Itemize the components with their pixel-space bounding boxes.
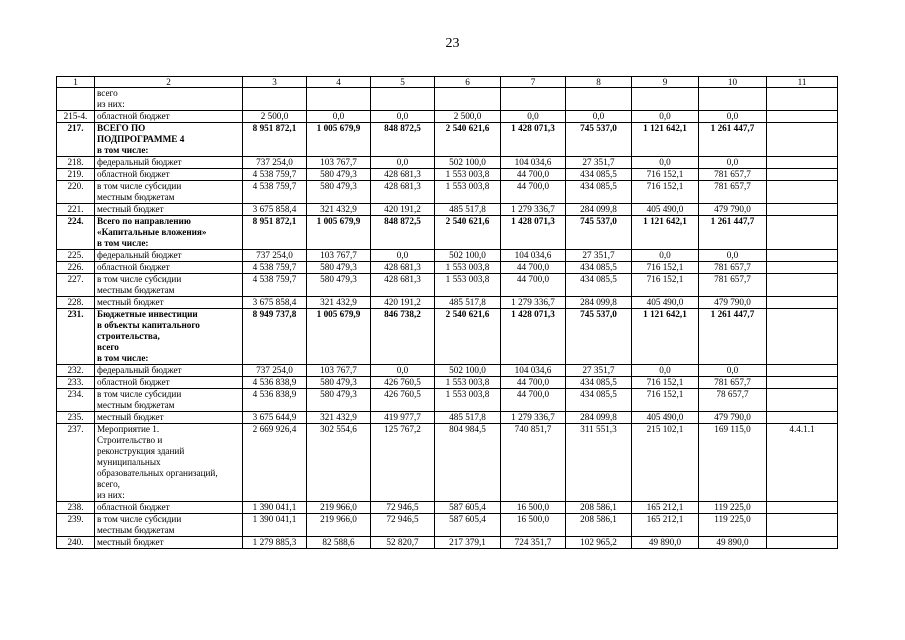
page-number: 23	[445, 36, 460, 51]
value-cell: 781 657,7	[699, 181, 767, 204]
value-cell: 0,0	[699, 157, 767, 169]
value-cell: 8 949 737,8	[243, 309, 307, 365]
table-row	[57, 309, 838, 365]
value-cell: 580 479,3	[307, 262, 371, 274]
value-cell	[699, 88, 767, 111]
row-description: Мероприятие 1. Строительство и реконструкция зданий муниципальных образовательных организаций, всего, из них:	[95, 424, 243, 502]
table-row	[57, 123, 838, 157]
value-cell: 745 537,0	[566, 309, 632, 365]
code-cell	[767, 262, 838, 274]
code-cell	[767, 389, 838, 412]
code-cell	[767, 377, 838, 389]
value-cell: 587 605,4	[435, 514, 501, 537]
row-description: местный бюджет	[95, 537, 243, 549]
row-number: 235.	[57, 412, 95, 424]
row-number: 228.	[57, 297, 95, 309]
value-cell: 44 700,0	[501, 181, 566, 204]
code-cell	[767, 111, 838, 123]
value-cell: 321 432,9	[307, 297, 371, 309]
value-cell: 4 538 759,7	[243, 262, 307, 274]
value-cell: 485 517,8	[435, 412, 501, 424]
row-number: 221.	[57, 204, 95, 216]
value-cell: 1 261 447,7	[699, 123, 767, 157]
value-cell: 716 152,1	[632, 274, 699, 297]
value-cell: 428 681,3	[371, 169, 435, 181]
code-cell	[767, 365, 838, 377]
value-cell: 1 005 679,9	[307, 123, 371, 157]
value-cell: 4 536 838,9	[243, 389, 307, 412]
table-row	[57, 502, 838, 514]
value-cell: 284 099,8	[566, 412, 632, 424]
value-cell: 3 675 858,4	[243, 204, 307, 216]
value-cell: 119 225,0	[699, 502, 767, 514]
value-cell: 104 034,6	[501, 157, 566, 169]
value-cell: 1 261 447,7	[699, 309, 767, 365]
value-cell: 745 537,0	[566, 216, 632, 250]
row-description: в том числе субсидии местным бюджетам	[95, 274, 243, 297]
value-cell: 580 479,3	[307, 389, 371, 412]
code-cell	[767, 204, 838, 216]
value-cell: 1 121 642,1	[632, 216, 699, 250]
value-cell: 0,0	[632, 250, 699, 262]
value-cell: 587 605,4	[435, 502, 501, 514]
value-cell: 0,0	[566, 111, 632, 123]
value-cell: 215 102,1	[632, 424, 699, 502]
value-cell: 737 254,0	[243, 365, 307, 377]
value-cell: 49 890,0	[632, 537, 699, 549]
row-description: областной бюджет	[95, 502, 243, 514]
value-cell: 1 553 003,8	[435, 262, 501, 274]
value-cell: 1 553 003,8	[435, 389, 501, 412]
value-cell: 4 538 759,7	[243, 274, 307, 297]
value-cell: 302 554,6	[307, 424, 371, 502]
value-cell: 165 212,1	[632, 514, 699, 537]
value-cell: 716 152,1	[632, 169, 699, 181]
value-cell: 208 586,1	[566, 502, 632, 514]
value-cell: 0,0	[501, 111, 566, 123]
value-cell: 1 553 003,8	[435, 274, 501, 297]
code-cell	[767, 181, 838, 204]
value-cell: 479 790,0	[699, 412, 767, 424]
row-description: местный бюджет	[95, 297, 243, 309]
value-cell: 426 760,5	[371, 377, 435, 389]
row-number: 231.	[57, 309, 95, 365]
row-description: местный бюджет	[95, 412, 243, 424]
value-cell: 72 946,5	[371, 502, 435, 514]
table-row	[57, 169, 838, 181]
code-cell	[767, 537, 838, 549]
table-row	[57, 514, 838, 537]
table-row	[57, 157, 838, 169]
table-row	[57, 389, 838, 412]
value-cell: 4 538 759,7	[243, 181, 307, 204]
table-row	[57, 88, 838, 111]
value-cell: 1 553 003,8	[435, 181, 501, 204]
value-cell: 428 681,3	[371, 274, 435, 297]
value-cell: 848 872,5	[371, 216, 435, 250]
value-cell: 479 790,0	[699, 204, 767, 216]
value-cell: 1 121 642,1	[632, 309, 699, 365]
value-cell: 49 890,0	[699, 537, 767, 549]
value-cell: 2 540 621,6	[435, 216, 501, 250]
header-cell: 10	[699, 77, 767, 88]
value-cell: 2 500,0	[435, 111, 501, 123]
code-cell	[767, 309, 838, 365]
value-cell: 580 479,3	[307, 274, 371, 297]
value-cell: 169 115,0	[699, 424, 767, 502]
value-cell: 0,0	[699, 250, 767, 262]
value-cell: 434 085,5	[566, 389, 632, 412]
value-cell	[371, 88, 435, 111]
value-cell: 1 553 003,8	[435, 377, 501, 389]
value-cell: 3 675 644,9	[243, 412, 307, 424]
value-cell: 426 760,5	[371, 389, 435, 412]
value-cell: 580 479,3	[307, 377, 371, 389]
code-cell	[767, 502, 838, 514]
header-cell: 3	[243, 77, 307, 88]
value-cell: 848 872,5	[371, 123, 435, 157]
row-number: 233.	[57, 377, 95, 389]
value-cell: 321 432,9	[307, 412, 371, 424]
budget-table-container	[56, 76, 838, 549]
code-cell	[767, 123, 838, 157]
header-cell: 8	[566, 77, 632, 88]
row-number: 239.	[57, 514, 95, 537]
value-cell: 781 657,7	[699, 262, 767, 274]
value-cell: 16 500,0	[501, 514, 566, 537]
value-cell: 52 820,7	[371, 537, 435, 549]
value-cell: 4 538 759,7	[243, 169, 307, 181]
value-cell: 104 034,6	[501, 250, 566, 262]
row-number: 220.	[57, 181, 95, 204]
value-cell: 78 657,7	[699, 389, 767, 412]
value-cell: 4 536 838,9	[243, 377, 307, 389]
table-row	[57, 412, 838, 424]
table-row	[57, 204, 838, 216]
value-cell: 745 537,0	[566, 123, 632, 157]
header-cell: 7	[501, 77, 566, 88]
value-cell: 737 254,0	[243, 250, 307, 262]
table-body	[57, 88, 838, 549]
value-cell: 420 191,2	[371, 204, 435, 216]
value-cell: 1 390 041,1	[243, 514, 307, 537]
value-cell: 2 669 926,4	[243, 424, 307, 502]
value-cell: 434 085,5	[566, 181, 632, 204]
row-number: 225.	[57, 250, 95, 262]
value-cell: 119 225,0	[699, 514, 767, 537]
value-cell: 1 005 679,9	[307, 216, 371, 250]
value-cell: 580 479,3	[307, 169, 371, 181]
value-cell: 502 100,0	[435, 250, 501, 262]
value-cell: 405 490,0	[632, 412, 699, 424]
row-description: федеральный бюджет	[95, 157, 243, 169]
value-cell	[435, 88, 501, 111]
value-cell: 1 261 447,7	[699, 216, 767, 250]
value-cell: 0,0	[632, 365, 699, 377]
code-cell	[767, 514, 838, 537]
value-cell: 502 100,0	[435, 157, 501, 169]
row-description: областной бюджет	[95, 262, 243, 274]
value-cell: 434 085,5	[566, 262, 632, 274]
value-cell: 1 279 336,7	[501, 204, 566, 216]
value-cell: 420 191,2	[371, 297, 435, 309]
row-number	[57, 88, 95, 111]
value-cell: 284 099,8	[566, 204, 632, 216]
table-row	[57, 297, 838, 309]
value-cell: 103 767,7	[307, 365, 371, 377]
value-cell: 72 946,5	[371, 514, 435, 537]
table-row	[57, 181, 838, 204]
row-description: в том числе субсидии местным бюджетам	[95, 514, 243, 537]
value-cell: 321 432,9	[307, 204, 371, 216]
row-description: ВСЕГО ПО ПОДПРОГРАММЕ 4 в том числе:	[95, 123, 243, 157]
code-cell	[767, 412, 838, 424]
row-number: 240.	[57, 537, 95, 549]
value-cell	[632, 88, 699, 111]
value-cell: 125 767,2	[371, 424, 435, 502]
value-cell: 0,0	[371, 157, 435, 169]
code-cell	[767, 274, 838, 297]
value-cell: 781 657,7	[699, 377, 767, 389]
value-cell: 434 085,5	[566, 377, 632, 389]
value-cell: 44 700,0	[501, 377, 566, 389]
header-cell: 9	[632, 77, 699, 88]
row-number: 232.	[57, 365, 95, 377]
row-number: 218.	[57, 157, 95, 169]
row-description: Всего по направлению «Капитальные вложения» в том числе:	[95, 216, 243, 250]
value-cell: 846 738,2	[371, 309, 435, 365]
header-cell: 4	[307, 77, 371, 88]
value-cell: 2 540 621,6	[435, 309, 501, 365]
row-description: в том числе субсидии местным бюджетам	[95, 181, 243, 204]
value-cell: 716 152,1	[632, 262, 699, 274]
value-cell: 804 984,5	[435, 424, 501, 502]
table-row	[57, 274, 838, 297]
value-cell: 217 379,1	[435, 537, 501, 549]
value-cell: 428 681,3	[371, 181, 435, 204]
value-cell: 2 500,0	[243, 111, 307, 123]
code-cell	[767, 216, 838, 250]
value-cell: 434 085,5	[566, 274, 632, 297]
value-cell: 44 700,0	[501, 262, 566, 274]
row-description: местный бюджет	[95, 204, 243, 216]
value-cell: 405 490,0	[632, 297, 699, 309]
value-cell: 16 500,0	[501, 502, 566, 514]
value-cell: 103 767,7	[307, 157, 371, 169]
code-cell	[767, 88, 838, 111]
code-cell	[767, 297, 838, 309]
row-description: областной бюджет	[95, 169, 243, 181]
row-number: 227.	[57, 274, 95, 297]
value-cell: 0,0	[307, 111, 371, 123]
value-cell: 27 351,7	[566, 157, 632, 169]
row-description: Бюджетные инвестиции в объекты капитального строительства, всего в том числе:	[95, 309, 243, 365]
value-cell: 740 851,7	[501, 424, 566, 502]
value-cell: 2 540 621,6	[435, 123, 501, 157]
value-cell: 434 085,5	[566, 169, 632, 181]
header-cell: 6	[435, 77, 501, 88]
value-cell: 0,0	[371, 365, 435, 377]
value-cell: 737 254,0	[243, 157, 307, 169]
value-cell: 0,0	[371, 111, 435, 123]
row-description: в том числе субсидии местным бюджетам	[95, 389, 243, 412]
row-number: 238.	[57, 502, 95, 514]
header-cell: 2	[95, 77, 243, 88]
value-cell: 102 965,2	[566, 537, 632, 549]
row-description: федеральный бюджет	[95, 250, 243, 262]
table-row	[57, 250, 838, 262]
row-description: областной бюджет	[95, 111, 243, 123]
value-cell: 485 517,8	[435, 204, 501, 216]
value-cell: 1 005 679,9	[307, 309, 371, 365]
value-cell: 1 553 003,8	[435, 169, 501, 181]
code-cell	[767, 169, 838, 181]
table-row	[57, 365, 838, 377]
value-cell: 1 428 071,3	[501, 309, 566, 365]
value-cell: 0,0	[632, 157, 699, 169]
value-cell: 781 657,7	[699, 274, 767, 297]
value-cell: 781 657,7	[699, 169, 767, 181]
value-cell	[501, 88, 566, 111]
value-cell: 208 586,1	[566, 514, 632, 537]
table-row	[57, 262, 838, 274]
value-cell: 44 700,0	[501, 274, 566, 297]
value-cell: 82 588,6	[307, 537, 371, 549]
table-row	[57, 111, 838, 123]
table-row	[57, 424, 838, 502]
value-cell: 502 100,0	[435, 365, 501, 377]
value-cell: 44 700,0	[501, 169, 566, 181]
value-cell: 1 279 336,7	[501, 412, 566, 424]
value-cell: 44 700,0	[501, 389, 566, 412]
row-number: 226.	[57, 262, 95, 274]
value-cell: 27 351,7	[566, 365, 632, 377]
value-cell: 1 390 041,1	[243, 502, 307, 514]
value-cell: 716 152,1	[632, 377, 699, 389]
value-cell: 8 951 872,1	[243, 123, 307, 157]
value-cell	[243, 88, 307, 111]
value-cell: 0,0	[699, 111, 767, 123]
row-number: 217.	[57, 123, 95, 157]
value-cell: 165 212,1	[632, 502, 699, 514]
value-cell: 1 279 885,3	[243, 537, 307, 549]
value-cell: 580 479,3	[307, 181, 371, 204]
table-row	[57, 216, 838, 250]
value-cell	[307, 88, 371, 111]
value-cell: 1 279 336,7	[501, 297, 566, 309]
header-cell: 5	[371, 77, 435, 88]
value-cell: 8 951 872,1	[243, 216, 307, 250]
value-cell: 0,0	[699, 365, 767, 377]
value-cell: 284 099,8	[566, 297, 632, 309]
header-cell: 1	[57, 77, 95, 88]
row-description: областной бюджет	[95, 377, 243, 389]
value-cell: 724 351,7	[501, 537, 566, 549]
value-cell: 311 551,3	[566, 424, 632, 502]
row-number: 215-4.	[57, 111, 95, 123]
value-cell: 405 490,0	[632, 204, 699, 216]
row-description: всего из них:	[95, 88, 243, 111]
code-cell	[767, 157, 838, 169]
value-cell: 716 152,1	[632, 181, 699, 204]
header-cell: 11	[767, 77, 838, 88]
value-cell: 1 428 071,3	[501, 216, 566, 250]
value-cell: 0,0	[632, 111, 699, 123]
value-cell: 485 517,8	[435, 297, 501, 309]
row-number: 237.	[57, 424, 95, 502]
row-description: федеральный бюджет	[95, 365, 243, 377]
table-row	[57, 537, 838, 549]
code-cell	[767, 250, 838, 262]
table-row	[57, 377, 838, 389]
code-cell: 4.4.1.1	[767, 424, 838, 502]
value-cell: 219 966,0	[307, 514, 371, 537]
value-cell: 419 977,7	[371, 412, 435, 424]
value-cell: 219 966,0	[307, 502, 371, 514]
row-number: 234.	[57, 389, 95, 412]
value-cell: 428 681,3	[371, 262, 435, 274]
row-number: 219.	[57, 169, 95, 181]
value-cell: 3 675 858,4	[243, 297, 307, 309]
value-cell: 479 790,0	[699, 297, 767, 309]
value-cell: 1 428 071,3	[501, 123, 566, 157]
value-cell: 104 034,6	[501, 365, 566, 377]
value-cell	[566, 88, 632, 111]
value-cell: 0,0	[371, 250, 435, 262]
value-cell: 1 121 642,1	[632, 123, 699, 157]
value-cell: 103 767,7	[307, 250, 371, 262]
row-number: 224.	[57, 216, 95, 250]
budget-table	[56, 76, 838, 549]
header-row	[57, 77, 838, 88]
value-cell: 716 152,1	[632, 389, 699, 412]
value-cell: 27 351,7	[566, 250, 632, 262]
